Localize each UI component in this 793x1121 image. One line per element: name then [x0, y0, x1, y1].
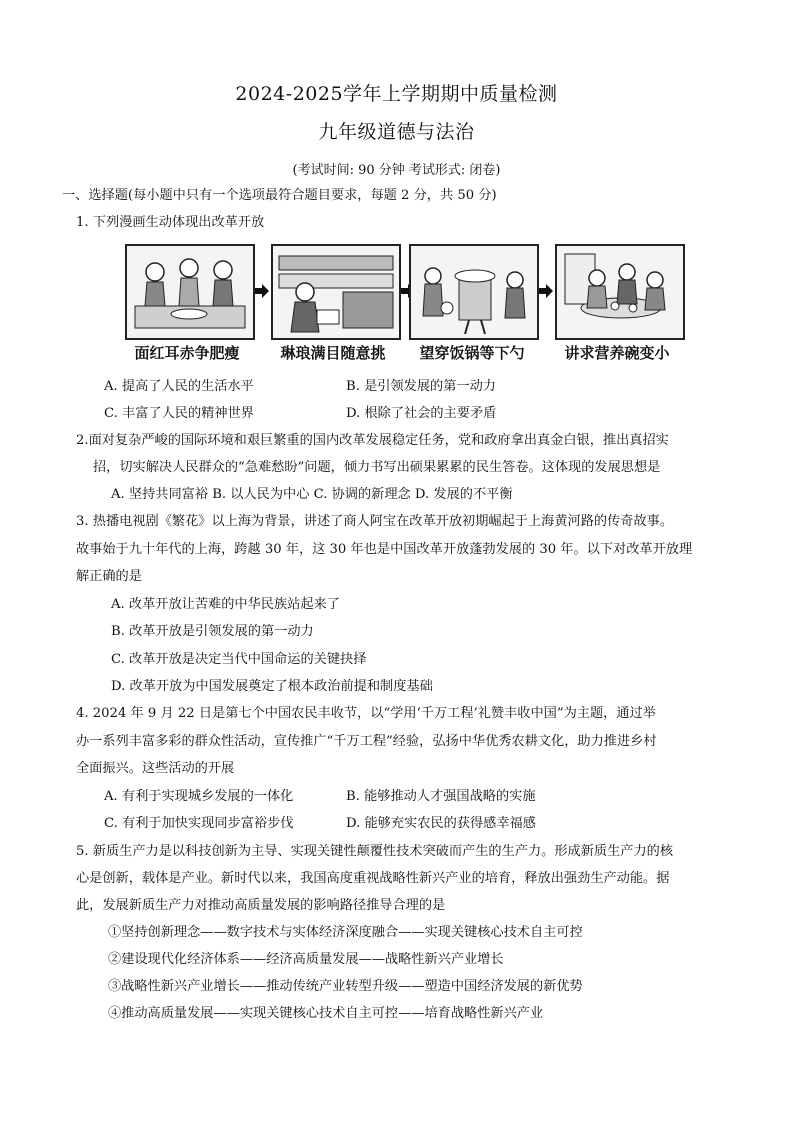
q2-line-1: 2.面对复杂严峻的国际环境和艰巨繁重的国内改革发展稳定任务，党和政府拿出真金白银，推出真招实	[76, 433, 669, 448]
q4-line-3: 全面振兴。这些活动的开展	[76, 761, 235, 776]
q3-option-d[interactable]: D. 改革开放为中国发展奠定了根本政治前提和制度基础	[111, 679, 433, 694]
q5-line-1: 5. 新质生产力是以科技创新为主导、实现关键性颠覆性技术突破而产生的生产力。形成新质生产力的核	[76, 844, 674, 859]
arrow-right-icon	[255, 284, 269, 298]
q1-comic-strip	[125, 244, 680, 364]
comic-panel-4	[555, 244, 685, 340]
comic-panel-3	[409, 244, 539, 340]
q5-line-3: 此，发展新质生产力对推动高质量发展的影响路径推导合理的是	[76, 898, 446, 913]
q2-options[interactable]: A. 坚持共同富裕 B. 以人民为中心 C. 协调的新理念 D. 发展的不平衡	[111, 487, 513, 502]
comic-caption-2: 琳琅满目随意挑	[280, 344, 386, 362]
arrow-right-icon	[539, 284, 553, 298]
q4-line-2: 办一系列丰富多彩的群众性活动，宣传推广“千万工程”经验，弘扬中华优秀农耕文化，助力推进乡村	[76, 734, 657, 749]
section-heading: 一、选择题(每小题中只有一个选项最符合题目要求，每题 2 分，共 50 分)	[62, 188, 497, 203]
comic-caption-4: 讲求营养碗变小	[564, 344, 670, 362]
q5-line-2: 心是创新，载体是产业。新时代以来，我国高度重视战略性新兴产业的培育，释放出强劲生产动能。据	[76, 871, 670, 886]
q4-option-a[interactable]: A. 有利于实现城乡发展的一体化	[104, 789, 294, 804]
exam-subject: 九年级道德与法治	[318, 121, 475, 143]
q5-item-3: ③战略性新兴产业增长——推动传统产业转型升级——塑造中国经济发展的新优势	[108, 979, 583, 994]
q5-item-1: ①坚持创新理念——数字技术与实体经济深度融合——实现关键核心技术自主可控	[108, 925, 583, 940]
q1-option-d[interactable]: D. 根除了社会的主要矛盾	[346, 406, 497, 421]
q1-option-c[interactable]: C. 丰富了人民的精神世界	[104, 406, 254, 421]
q1-option-b[interactable]: B. 是引领发展的第一动力	[346, 379, 496, 394]
q3-line-1: 3. 热播电视剧《繁花》以上海为背景，讲述了商人阿宝在改革开放初期崛起于上海黄河路的传奇故事。	[76, 514, 674, 529]
q3-line-3: 解正确的是	[76, 569, 142, 584]
q4-option-b[interactable]: B. 能够推动人才强国战略的实施	[346, 789, 536, 804]
q1-stem: 1. 下列漫画生动体现出改革开放	[76, 215, 265, 230]
q4-option-c[interactable]: C. 有利于加快实现同步富裕步伐	[104, 816, 294, 831]
q5-item-2: ②建设现代化经济体系——经济高质量发展——战略性新兴产业增长	[108, 952, 504, 967]
comic-panel-1	[125, 244, 255, 340]
exam-title: 2024-2025学年上学期期中质量检测	[235, 83, 558, 105]
comic-panel-2	[271, 244, 401, 340]
q2-line-2: 招，切实解决人民群众的“急难愁盼”问题，倾力书写出硕果累累的民生答卷。这体现的发展思想是	[93, 460, 661, 475]
q5-item-4: ④推动高质量发展——实现关键核心技术自主可控——培育战略性新兴产业	[108, 1006, 544, 1021]
comic-caption-1: 面红耳赤争肥瘦	[134, 344, 240, 362]
comic-caption-3: 望穿饭锅等下勺	[419, 344, 525, 362]
q3-option-b[interactable]: B. 改革开放是引领发展的第一动力	[111, 624, 314, 639]
q3-option-c[interactable]: C. 改革开放是决定当代中国命运的关键抉择	[111, 652, 367, 667]
q4-line-1: 4. 2024 年 9 月 22 日是第七个中国农民丰收节，以“学用‘千万工程’礼赞丰收中国”为主题，通过举	[76, 706, 656, 721]
q3-line-2: 故事始于九十年代的上海，跨越 30 年，这 30 年也是中国改革开放蓬勃发展的 30 年。以下对改革开放理	[76, 542, 693, 557]
q3-option-a[interactable]: A. 改革开放让苦难的中华民族站起来了	[111, 597, 340, 612]
q4-option-d[interactable]: D. 能够充实农民的获得感幸福感	[346, 816, 536, 831]
exam-info: (考试时间: 90 分钟 考试形式: 闭卷)	[292, 163, 501, 178]
q1-option-a[interactable]: A. 提高了人民的生活水平	[104, 379, 254, 394]
